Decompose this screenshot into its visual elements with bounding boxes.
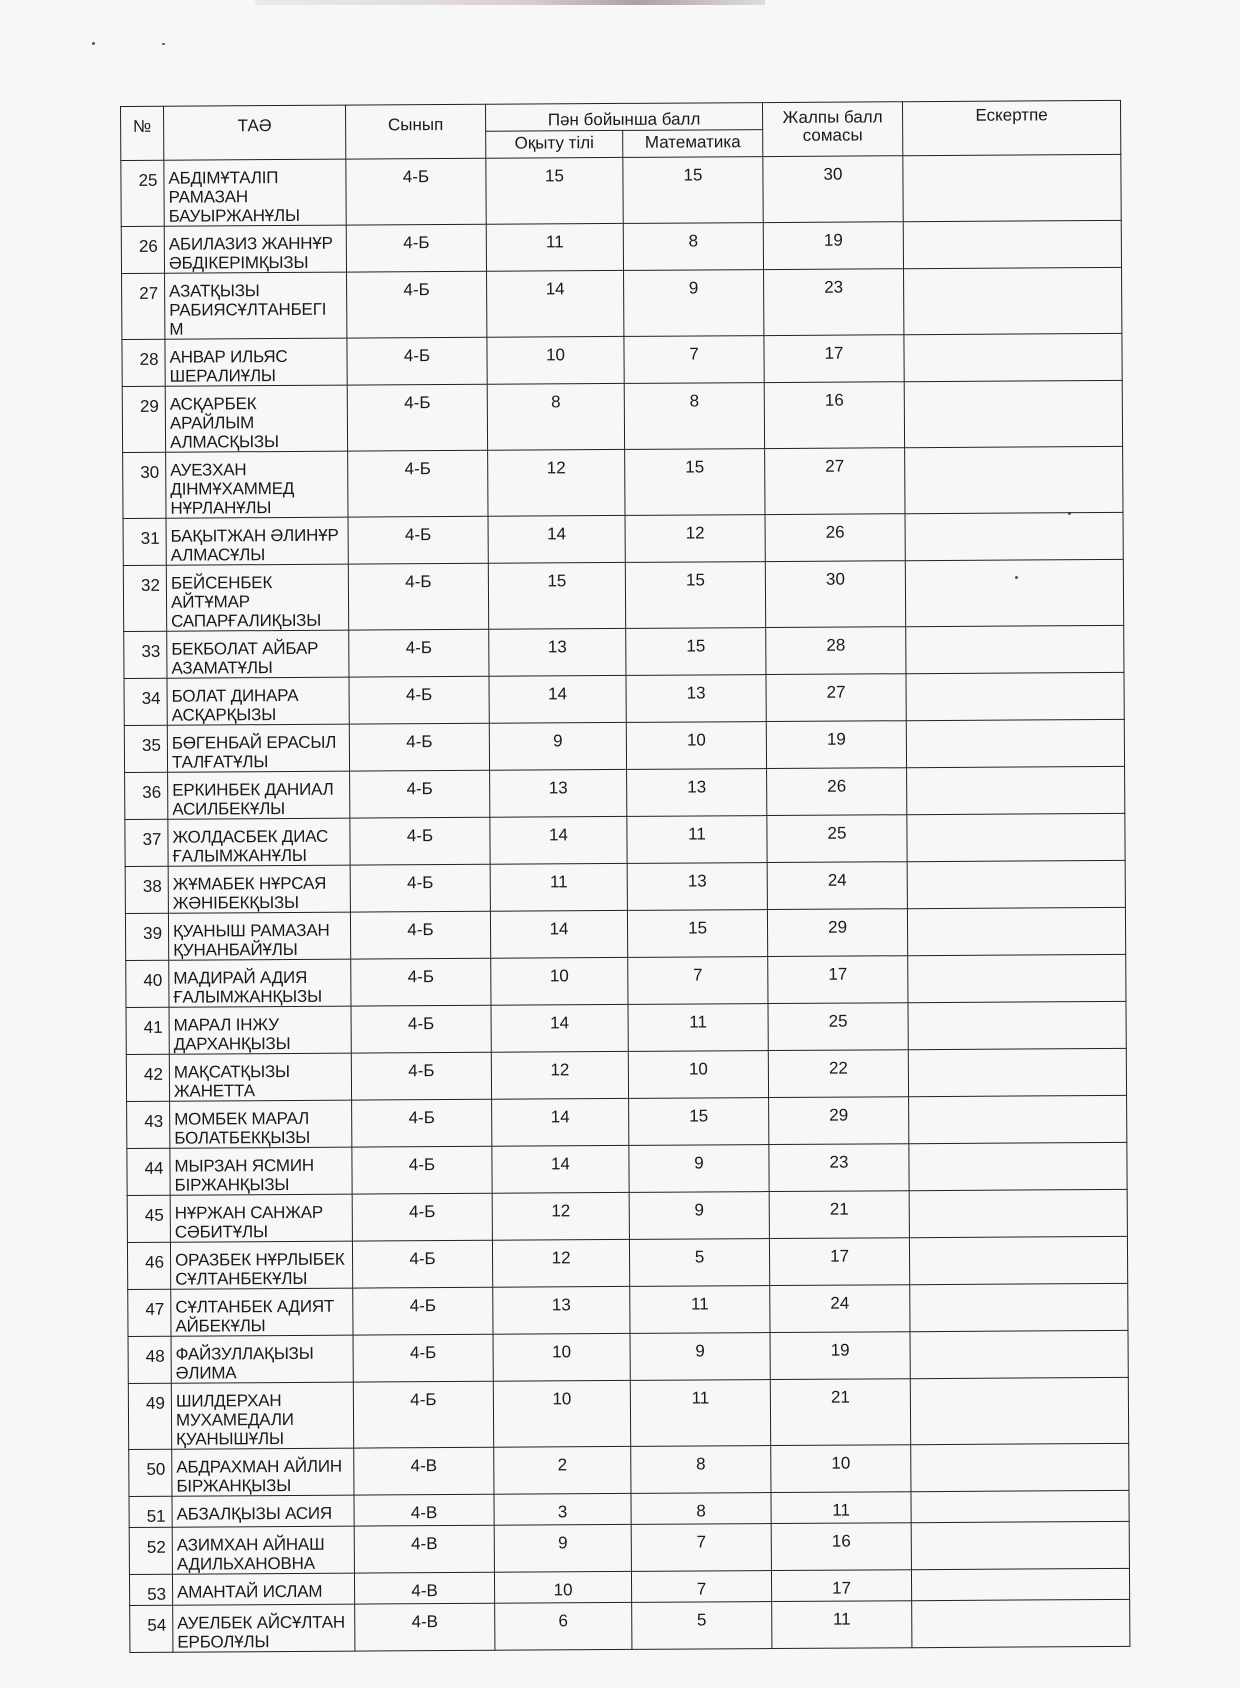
- math-score: 12: [625, 515, 765, 563]
- student-name: МЫРЗАН ЯСМИН БІРЖАНҚЫЗЫ: [170, 1147, 352, 1195]
- table-row: [125, 907, 1125, 960]
- header-math: Математика: [623, 130, 763, 158]
- table-row: [124, 672, 1124, 725]
- total-score: 24: [770, 1285, 910, 1333]
- table-row: [126, 1048, 1126, 1101]
- student-name: ЕРКИНБЕК ДАНИАЛ АСИЛБЕКҰЛЫ: [168, 771, 350, 819]
- row-number: 50: [129, 1449, 172, 1496]
- table-row: [125, 766, 1125, 819]
- language-score: 13: [490, 769, 627, 817]
- math-score: 11: [628, 1004, 768, 1052]
- table-row: [122, 267, 1122, 339]
- table-row: [124, 719, 1124, 772]
- total-score: 25: [767, 815, 907, 863]
- class-cell: 4-Б: [351, 1052, 491, 1100]
- row-number: 38: [125, 866, 168, 913]
- math-score: 7: [631, 1571, 771, 1603]
- note-cell: [911, 1521, 1129, 1569]
- language-score: 3: [494, 1493, 631, 1525]
- total-score: 17: [768, 956, 908, 1004]
- note-cell: [910, 1283, 1128, 1331]
- language-score: 15: [486, 157, 623, 224]
- math-score: 11: [630, 1286, 770, 1334]
- math-score: 15: [623, 157, 763, 224]
- row-number: 40: [126, 960, 169, 1007]
- class-cell: 4-Б: [347, 271, 487, 338]
- header-language: Оқыту тілі: [486, 130, 623, 158]
- math-score: 8: [624, 383, 764, 450]
- total-score: 27: [766, 674, 906, 722]
- math-score: 8: [631, 1493, 771, 1525]
- scan-speck: [162, 43, 165, 45]
- note-cell: [907, 860, 1125, 908]
- note-cell: [907, 766, 1125, 814]
- row-number: 30: [123, 452, 166, 518]
- table-row: [123, 559, 1123, 631]
- table-row: [121, 154, 1121, 226]
- class-cell: 4-Б: [346, 224, 486, 272]
- note-cell: [911, 1443, 1129, 1491]
- math-score: 11: [630, 1380, 770, 1447]
- student-name: СҰЛТАНБЕК АДИЯТ АЙБЕКҰЛЫ: [171, 1288, 353, 1336]
- language-score: 12: [492, 1239, 629, 1287]
- total-score: 30: [765, 561, 905, 628]
- class-cell: 4-Б: [346, 158, 486, 225]
- total-score: 11: [772, 1601, 912, 1649]
- class-cell: 4-Б: [352, 1240, 492, 1288]
- note-cell: [911, 1568, 1129, 1600]
- language-score: 14: [488, 515, 625, 563]
- table-row: [121, 220, 1121, 273]
- language-score: 14: [490, 910, 627, 958]
- total-score: 26: [767, 768, 907, 816]
- student-name: ШИЛДЕРХАН МУХАМЕДАЛИ ҚУАНЫШҰЛЫ: [171, 1382, 353, 1449]
- language-score: 10: [493, 1333, 630, 1381]
- table-row: [126, 954, 1126, 1007]
- total-score: 17: [769, 1238, 909, 1286]
- row-number: 52: [129, 1527, 172, 1574]
- language-score: 14: [492, 1145, 629, 1193]
- note-cell: [905, 559, 1123, 626]
- scan-speck: [92, 42, 95, 45]
- note-cell: [909, 1236, 1127, 1284]
- table-row: [128, 1283, 1128, 1336]
- table-row: [127, 1236, 1127, 1289]
- language-score: 13: [489, 628, 626, 676]
- language-score: 9: [489, 722, 626, 770]
- note-cell: [905, 446, 1123, 513]
- math-score: 13: [627, 863, 767, 911]
- table-row: [122, 380, 1122, 452]
- note-cell: [908, 1001, 1126, 1049]
- language-score: 11: [486, 223, 623, 271]
- language-score: 15: [488, 562, 625, 629]
- table-row: [122, 333, 1122, 386]
- row-number: 46: [127, 1242, 170, 1289]
- row-number: 35: [124, 725, 167, 772]
- header-total: Жалпы балл сомасы: [763, 102, 903, 157]
- math-score: 5: [632, 1602, 772, 1650]
- class-cell: 4-Б: [352, 1193, 492, 1241]
- table-row: [128, 1377, 1128, 1449]
- row-number: 31: [123, 518, 166, 565]
- class-cell: 4-Б: [349, 723, 489, 771]
- table-row: [129, 1521, 1129, 1574]
- note-cell: [911, 1490, 1129, 1522]
- scores-table-body: [121, 154, 1130, 1652]
- class-cell: 4-Б: [353, 1287, 493, 1335]
- header-note: Ескертпе: [903, 100, 1121, 155]
- student-name: АМАНТАЙ ИСЛАМ: [172, 1573, 354, 1605]
- student-name: АБДІМҰТАЛІП РАМАЗАН БАУЫРЖАНҰЛЫ: [164, 159, 346, 226]
- row-number: 28: [122, 339, 165, 386]
- class-cell: 4-Б: [350, 770, 490, 818]
- student-name: АБЗАЛҚЫЗЫ АСИЯ: [172, 1495, 354, 1527]
- header-class: Сынып: [345, 104, 485, 159]
- total-score: 22: [768, 1050, 908, 1098]
- language-score: 11: [490, 863, 627, 911]
- total-score: 10: [771, 1445, 911, 1493]
- total-score: 23: [764, 269, 904, 336]
- row-number: 27: [122, 273, 165, 339]
- row-number: 37: [125, 819, 168, 866]
- scan-artifact: [255, 0, 765, 5]
- math-score: 15: [629, 1098, 769, 1146]
- math-score: 8: [623, 223, 763, 271]
- math-score: 9: [630, 1333, 770, 1381]
- score-sheet: [120, 100, 1129, 1653]
- student-name: АЗАТҚЫЗЫ РАБИЯСҰЛТАНБЕГІ М: [165, 272, 347, 339]
- total-score: 23: [769, 1144, 909, 1192]
- language-score: 12: [492, 1192, 629, 1240]
- note-cell: [904, 380, 1122, 447]
- class-cell: 4-Б: [348, 450, 488, 517]
- student-name: БАҚЫТЖАН ӘЛИНҰР АЛМАСҰЛЫ: [166, 517, 348, 565]
- row-number: 48: [128, 1336, 171, 1383]
- class-cell: 4-Б: [351, 1005, 491, 1053]
- class-cell: 4-В: [354, 1525, 494, 1573]
- note-cell: [912, 1599, 1130, 1647]
- row-number: 43: [127, 1101, 170, 1148]
- table-row: [126, 1001, 1126, 1054]
- student-name: АСҚАРБЕК АРАЙЛЫМ АЛМАСҚЫЗЫ: [165, 385, 347, 452]
- row-number: 51: [129, 1496, 172, 1527]
- header-subject-group: Пән бойынша балл: [485, 103, 762, 132]
- math-score: 10: [628, 1051, 768, 1099]
- table-row: [127, 1189, 1127, 1242]
- total-score: 26: [765, 514, 905, 562]
- note-cell: [906, 672, 1124, 720]
- table-row: [123, 512, 1123, 565]
- note-cell: [907, 907, 1125, 955]
- student-name: БОЛАТ ДИНАРА АСҚАРҚЫЗЫ: [167, 677, 349, 725]
- student-name: ЖОЛДАСБЕК ДИАС ҒАЛЫМЖАНҰЛЫ: [168, 818, 350, 866]
- note-cell: [910, 1330, 1128, 1378]
- language-score: 14: [489, 675, 626, 723]
- class-cell: 4-Б: [349, 676, 489, 724]
- note-cell: [903, 154, 1121, 221]
- student-name: МАРАЛ ІНЖУ ДАРХАНҚЫЗЫ: [169, 1006, 351, 1054]
- math-score: 15: [625, 562, 765, 629]
- student-name: АБИЛАЗИЗ ЖАННҰР ӘБДІКЕРІМҚЫЗЫ: [164, 225, 346, 273]
- class-cell: 4-Б: [350, 911, 490, 959]
- language-score: 10: [487, 336, 624, 384]
- table-row: [125, 860, 1125, 913]
- class-cell: 4-Б: [348, 516, 488, 564]
- class-cell: 4-Б: [349, 629, 489, 677]
- note-cell: [907, 813, 1125, 861]
- table-row: [127, 1142, 1127, 1195]
- total-score: 25: [768, 1003, 908, 1051]
- row-number: 44: [127, 1148, 170, 1195]
- table-row: [125, 813, 1125, 866]
- row-number: 29: [122, 386, 165, 452]
- math-score: 7: [624, 336, 764, 384]
- note-cell: [909, 1142, 1127, 1190]
- student-name: АУЕЗХАН ДІНМҰХАММЕД НҰРЛАНҰЛЫ: [166, 451, 348, 518]
- total-score: 11: [771, 1492, 911, 1524]
- class-cell: 4-В: [354, 1572, 494, 1604]
- class-cell: 4-Б: [352, 1099, 492, 1147]
- total-score: 21: [770, 1379, 910, 1446]
- note-cell: [904, 267, 1122, 334]
- total-score: 30: [763, 156, 903, 223]
- student-name: МАҚСАТҚЫЗЫ ЖАНЕТТА: [169, 1053, 351, 1101]
- row-number: 49: [128, 1383, 171, 1449]
- row-number: 53: [129, 1574, 172, 1605]
- total-score: 16: [764, 382, 904, 449]
- class-cell: 4-Б: [350, 817, 490, 865]
- note-cell: [910, 1377, 1128, 1444]
- language-score: 14: [487, 270, 624, 337]
- row-number: 33: [124, 631, 167, 678]
- math-score: 15: [627, 910, 767, 958]
- table-row: [123, 446, 1123, 518]
- class-cell: 4-Б: [348, 563, 488, 630]
- math-score: 10: [626, 722, 766, 770]
- math-score: 5: [629, 1239, 769, 1287]
- total-score: 28: [766, 627, 906, 675]
- total-score: 17: [771, 1570, 911, 1602]
- table-row: [130, 1599, 1130, 1652]
- language-score: 8: [487, 383, 624, 450]
- language-score: 10: [493, 1380, 630, 1447]
- total-score: 27: [765, 448, 905, 515]
- total-score: 24: [767, 862, 907, 910]
- class-cell: 4-Б: [347, 337, 487, 385]
- language-score: 13: [493, 1286, 630, 1334]
- language-score: 10: [494, 1571, 631, 1603]
- math-score: 7: [631, 1524, 771, 1572]
- row-number: 54: [130, 1605, 173, 1652]
- student-name: НҰРЖАН САНЖАР СӘБИТҰЛЫ: [170, 1194, 352, 1242]
- language-score: 14: [490, 816, 627, 864]
- note-cell: [908, 1048, 1126, 1096]
- row-number: 39: [125, 913, 168, 960]
- student-name: БӨГЕНБАЙ ЕРАСЫЛ ТАЛҒАТҰЛЫ: [167, 724, 349, 772]
- math-score: 11: [627, 816, 767, 864]
- student-name: МОМБЕК МАРАЛ БОЛАТБЕКҚЫЗЫ: [170, 1100, 352, 1148]
- language-score: 14: [491, 1004, 628, 1052]
- total-score: 21: [769, 1191, 909, 1239]
- student-name: БЕЙСЕНБЕК АЙТҰМАР САПАРҒАЛИҚЫЗЫ: [166, 564, 348, 631]
- student-name: ФАЙЗУЛЛАҚЫЗЫ ӘЛИМА: [171, 1335, 353, 1383]
- table-row: [127, 1095, 1127, 1148]
- language-score: 12: [488, 449, 625, 516]
- total-score: 19: [763, 222, 903, 270]
- row-number: 36: [125, 772, 168, 819]
- total-score: 29: [769, 1097, 909, 1145]
- row-number: 45: [127, 1195, 170, 1242]
- math-score: 13: [627, 769, 767, 817]
- note-cell: [906, 719, 1124, 767]
- class-cell: 4-Б: [347, 384, 487, 451]
- note-cell: [904, 333, 1122, 381]
- row-number: 32: [123, 565, 166, 631]
- header-num: №: [121, 106, 164, 160]
- student-name: АНВАР ИЛЬЯС ШЕРАЛИҰЛЫ: [165, 338, 347, 386]
- class-cell: 4-В: [354, 1494, 494, 1526]
- math-score: 9: [629, 1192, 769, 1240]
- row-number: 47: [128, 1289, 171, 1336]
- language-score: 10: [491, 957, 628, 1005]
- math-score: 7: [628, 957, 768, 1005]
- language-score: 12: [491, 1051, 628, 1099]
- math-score: 9: [629, 1145, 769, 1193]
- total-score: 29: [767, 909, 907, 957]
- row-number: 41: [126, 1007, 169, 1054]
- student-name: ЖҰМАБЕК НҰРСАЯ ЖӘНІБЕКҚЫЗЫ: [168, 865, 350, 913]
- student-name: ҚУАНЫШ РАМАЗАН ҚУНАНБАЙҰЛЫ: [168, 912, 350, 960]
- math-score: 13: [626, 675, 766, 723]
- math-score: 9: [624, 270, 764, 337]
- header-name: ТАӘ: [164, 105, 346, 160]
- language-score: 6: [495, 1602, 632, 1650]
- total-score: 19: [770, 1332, 910, 1380]
- note-cell: [909, 1095, 1127, 1143]
- scores-table: [120, 100, 1130, 1653]
- class-cell: 4-Б: [353, 1381, 493, 1448]
- student-name: АБДРАХМАН АЙЛИН БІРЖАНҚЫЗЫ: [172, 1448, 354, 1496]
- note-cell: [905, 512, 1123, 560]
- math-score: 8: [631, 1446, 771, 1494]
- total-score: 16: [771, 1523, 911, 1571]
- note-cell: [903, 220, 1121, 268]
- table-row: [124, 625, 1124, 678]
- language-score: 14: [492, 1098, 629, 1146]
- row-number: 34: [124, 678, 167, 725]
- row-number: 42: [126, 1054, 169, 1101]
- language-score: 2: [494, 1446, 631, 1494]
- math-score: 15: [625, 449, 765, 516]
- language-score: 9: [494, 1524, 631, 1572]
- math-score: 15: [626, 628, 766, 676]
- note-cell: [908, 954, 1126, 1002]
- student-name: АЗИМХАН АЙНАШ АДИЛЬХАНОВНА: [172, 1526, 354, 1574]
- total-score: 17: [764, 335, 904, 383]
- class-cell: 4-В: [354, 1447, 494, 1495]
- student-name: МАДИРАЙ АДИЯ ҒАЛЫМЖАНҚЫЗЫ: [169, 959, 351, 1007]
- class-cell: 4-В: [355, 1603, 495, 1651]
- note-cell: [906, 625, 1124, 673]
- student-name: АУЕЛБЕК АЙСҰЛТАН ЕРБОЛҰЛЫ: [173, 1604, 355, 1652]
- note-cell: [909, 1189, 1127, 1237]
- class-cell: 4-Б: [353, 1334, 493, 1382]
- row-number: 26: [121, 226, 164, 273]
- student-name: ОРАЗБЕК НҰРЛЫБЕК СҰЛТАНБЕКҰЛЫ: [170, 1241, 352, 1289]
- class-cell: 4-Б: [351, 958, 491, 1006]
- total-score: 19: [766, 721, 906, 769]
- student-name: БЕКБОЛАТ АЙБАР АЗАМАТҰЛЫ: [167, 630, 349, 678]
- row-number: 25: [121, 160, 164, 226]
- class-cell: 4-Б: [352, 1146, 492, 1194]
- table-row: [128, 1330, 1128, 1383]
- table-row: [129, 1443, 1129, 1496]
- class-cell: 4-Б: [350, 864, 490, 912]
